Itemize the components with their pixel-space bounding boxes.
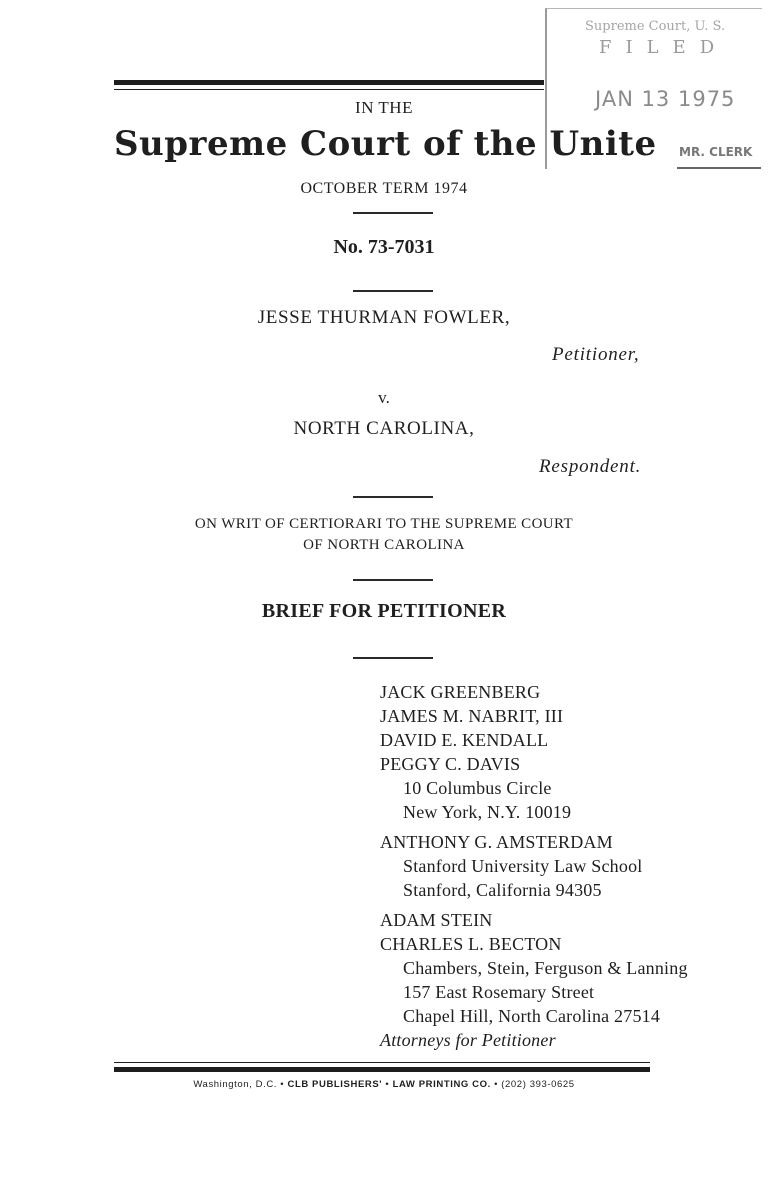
counsel-name: ADAM STEIN (380, 910, 493, 930)
footer-separator: • (280, 1079, 285, 1090)
writ-line-1: ON WRIT OF CERTIORARI TO THE SUPREME COURT (194, 516, 574, 532)
counsel-address: Chambers, Stein, Ferguson & Lanning (403, 958, 688, 978)
in-the-heading: IN THE (355, 98, 413, 117)
counsel-name: PEGGY C. DAVIS (380, 754, 521, 774)
bottom-rule-thin (114, 1062, 650, 1063)
stamp-filed-text: FILED (599, 37, 729, 58)
stamp-court-text: Supreme Court, U. S. (585, 19, 726, 34)
petitioner-role: Petitioner, (552, 344, 640, 365)
brief-title: BRIEF FOR PETITIONER (261, 600, 507, 622)
petitioner-name: JESSE THURMAN FOWLER, (257, 307, 511, 328)
writ-line-2: OF NORTH CAROLINA (303, 537, 465, 553)
bottom-rule-thick (114, 1067, 650, 1072)
stamp-clerk: MR. CLERK (679, 145, 753, 159)
counsel-name: JAMES M. NABRIT, III (380, 706, 564, 726)
counsel-role: Attorneys for Petitioner (380, 1030, 556, 1050)
counsel-name: ANTHONY G. AMSTERDAM (380, 832, 613, 852)
versus: v. (378, 388, 390, 407)
divider-3 (353, 496, 433, 498)
counsel-address: Stanford, California 94305 (403, 880, 602, 900)
counsel-address: 10 Columbus Circle (403, 778, 552, 798)
counsel-name: DAVID E. KENDALL (380, 730, 549, 750)
footer-publisher: CLB PUBLISHERS' (287, 1079, 383, 1090)
respondent-role: Respondent. (539, 456, 642, 477)
divider-5 (353, 657, 433, 659)
footer-separator: • (385, 1079, 390, 1090)
footer-city: Washington, D.C. (193, 1079, 278, 1090)
top-rule-thick (114, 80, 544, 85)
footer-phone: (202) 393-0625 (501, 1079, 575, 1090)
counsel-address: Chapel Hill, North Carolina 27514 (403, 1006, 661, 1026)
footer-printer: LAW PRINTING CO. (392, 1079, 491, 1090)
writ-statement (0, 514, 768, 556)
top-rule-thin (114, 89, 544, 90)
counsel-address: 157 East Rosemary Street (403, 982, 595, 1002)
stamp-underline (677, 167, 761, 169)
divider-2 (353, 290, 433, 292)
counsel-address: Stanford University Law School (403, 856, 643, 876)
stamp-date: JAN 13 1975 (595, 87, 736, 111)
printer-footer (0, 1079, 768, 1090)
counsel-address: New York, N.Y. 10019 (403, 802, 572, 822)
respondent-name: NORTH CAROLINA, (293, 418, 475, 439)
counsel-name: CHARLES L. BECTON (380, 934, 562, 954)
counsel-block (380, 680, 688, 1052)
term-heading: OCTOBER TERM 1974 (300, 180, 468, 197)
divider-4 (353, 579, 433, 581)
court-name-title: Supreme Court of the Unite (114, 124, 657, 164)
footer-separator: • (494, 1079, 499, 1090)
divider-1 (353, 212, 433, 214)
docket-number: No. 73-7031 (333, 236, 435, 258)
counsel-name: JACK GREENBERG (380, 682, 541, 702)
